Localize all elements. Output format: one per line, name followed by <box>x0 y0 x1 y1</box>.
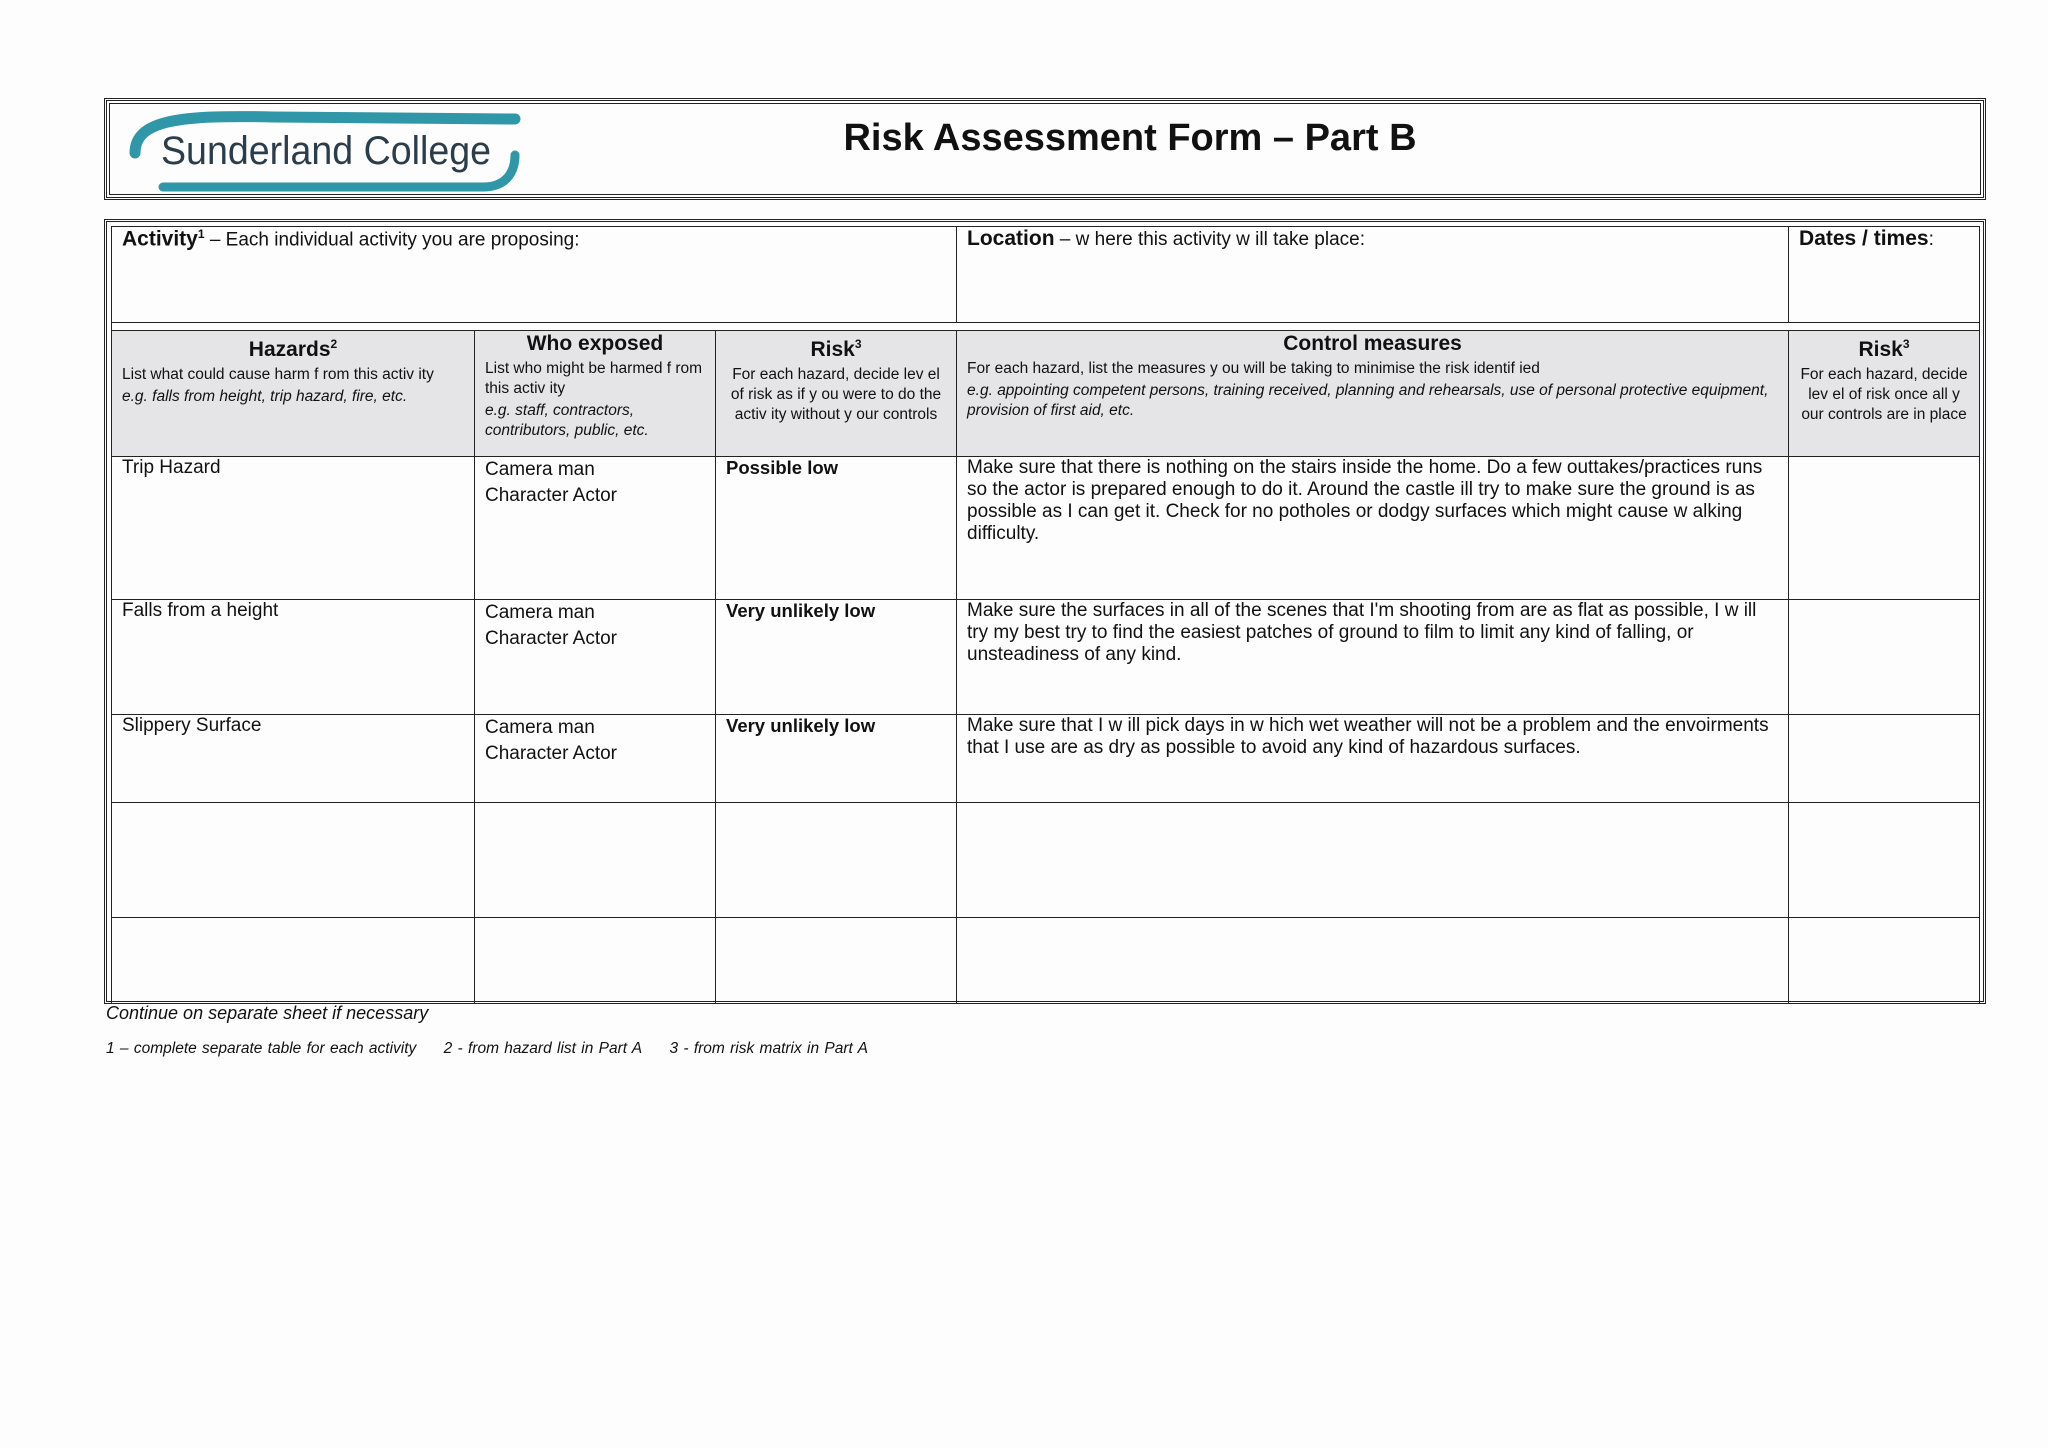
page-title: Risk Assessment Form – Part B <box>843 117 1417 159</box>
header-risk-after-sup: 3 <box>1902 337 1910 351</box>
who-line: Camera man <box>485 459 595 480</box>
who-line: Character Actor <box>485 628 617 649</box>
who-cell[interactable] <box>475 457 716 600</box>
risk-after-cell[interactable] <box>1789 600 1980 715</box>
hazard-cell[interactable] <box>112 918 475 1004</box>
risk-cell[interactable]: Very unlikely low <box>716 600 957 715</box>
dates-cell[interactable] <box>1789 227 1980 323</box>
hazard-cell[interactable]: Trip Hazard <box>112 457 475 600</box>
location-desc: – w here this activity w ill take place: <box>1054 229 1365 250</box>
control-cell[interactable]: Make sure the surfaces in all of the scenes that I'm shooting from are as flat as possible, I w ill try my best try to find the easiest patches of ground to film to limit any kind of falling, or unsteadiness of any kind. <box>957 600 1789 715</box>
table-row <box>112 918 1980 1004</box>
activity-desc: – Each individual activity you are proposing: <box>204 229 580 251</box>
footnote-2: 2 - from hazard list in Part A <box>443 1040 643 1057</box>
activity-cell[interactable] <box>112 227 957 323</box>
control-cell[interactable] <box>957 803 1789 918</box>
risk-after-cell[interactable] <box>1789 803 1980 918</box>
spacer-row <box>112 323 1980 331</box>
header-hazards <box>112 331 475 457</box>
hazard-cell[interactable]: Slippery Surface <box>112 715 475 803</box>
logo-text: Sunderland College <box>161 129 491 173</box>
risk-after-cell[interactable] <box>1789 715 1980 803</box>
who-line: Character Actor <box>485 485 617 506</box>
risk-table-frame <box>104 219 1986 1004</box>
risk-table <box>111 226 1980 1004</box>
location-cell[interactable] <box>957 227 1789 323</box>
risk-after-cell[interactable] <box>1789 457 1980 600</box>
table-row <box>112 715 1980 803</box>
footnote-3: 3 - from risk matrix in Part A <box>669 1040 868 1057</box>
column-header-row <box>112 331 1980 457</box>
header-control-desc: For each hazard, list the measures y ou will be taking to minimise the risk identif ied <box>967 360 1540 377</box>
activity-row <box>112 227 1980 323</box>
footnote-1: 1 – complete separate table for each activity <box>106 1040 417 1057</box>
activity-footnote-ref: 1 <box>197 227 205 241</box>
risk-cell[interactable] <box>716 918 957 1004</box>
header-control-measures <box>957 331 1789 457</box>
header-risk-after-desc: For each hazard, decide lev el of risk once all y our controls are in place <box>1800 366 1968 423</box>
risk-cell[interactable]: Very unlikely low <box>716 715 957 803</box>
header-risk-title: Risk <box>810 338 855 361</box>
who-cell[interactable] <box>475 803 716 918</box>
form-header <box>104 98 1986 200</box>
who-line: Character Actor <box>485 743 617 764</box>
header-hazards-title: Hazards <box>248 338 331 361</box>
hazard-cell[interactable]: Falls from a height <box>112 600 475 715</box>
header-who-desc: List who might be harmed f rom this activ ity <box>485 360 703 397</box>
control-cell[interactable]: Make sure that there is nothing on the stairs inside the home. Do a few outtakes/practices runs so the actor is prepared enough to do it. Around the castle ill try to make sure the ground is as possible as I can get it. Check for no potholes or dodgy surfaces which might cause w alking difficulty. <box>957 457 1789 600</box>
header-risk-before <box>716 331 957 457</box>
footnotes <box>106 1040 890 1058</box>
hazard-cell[interactable] <box>112 803 475 918</box>
location-label: Location <box>967 227 1055 250</box>
header-who-exposed <box>475 331 716 457</box>
who-cell[interactable] <box>475 600 716 715</box>
risk-cell[interactable] <box>716 803 957 918</box>
header-hazards-desc: List what could cause harm f rom this activ ity <box>122 366 434 383</box>
header-risk-desc: For each hazard, decide lev el of risk as if y ou were to do the activ ity without y our controls <box>730 366 942 423</box>
table-row <box>112 600 1980 715</box>
risk-after-cell[interactable] <box>1789 918 1980 1004</box>
table-row <box>112 457 1980 600</box>
header-who-example: e.g. staff, contractors, contributors, public, etc. <box>485 402 649 439</box>
risk-cell[interactable]: Possible low <box>716 457 957 600</box>
header-hazards-sup: 2 <box>330 337 338 351</box>
who-cell[interactable] <box>475 715 716 803</box>
control-cell[interactable]: Make sure that I w ill pick days in w hich wet weather will not be a problem and the envoirments that I use are as dry as possible to avoid any kind of hazardous surfaces. <box>957 715 1789 803</box>
header-control-example: e.g. appointing competent persons, training received, planning and rehearsals, use of personal protective equipment, provision of first aid, etc. <box>967 382 1769 419</box>
continue-note: Continue on separate sheet if necessary <box>106 1003 429 1023</box>
activity-label: Activity <box>122 227 198 251</box>
table-row <box>112 803 1980 918</box>
header-hazards-example: e.g. falls from height, trip hazard, fire, etc. <box>122 388 408 405</box>
dates-label: Dates / times <box>1799 227 1929 250</box>
control-cell[interactable] <box>957 918 1789 1004</box>
who-line: Camera man <box>485 717 595 738</box>
header-risk-after <box>1789 331 1980 457</box>
header-risk-after-title: Risk <box>1858 338 1903 361</box>
header-control-title: Control measures <box>1283 332 1462 355</box>
who-cell[interactable] <box>475 918 716 1004</box>
header-risk-sup: 3 <box>854 337 862 351</box>
dates-desc: : <box>1928 229 1934 250</box>
header-who-title: Who exposed <box>526 332 664 355</box>
who-line: Camera man <box>485 602 595 623</box>
